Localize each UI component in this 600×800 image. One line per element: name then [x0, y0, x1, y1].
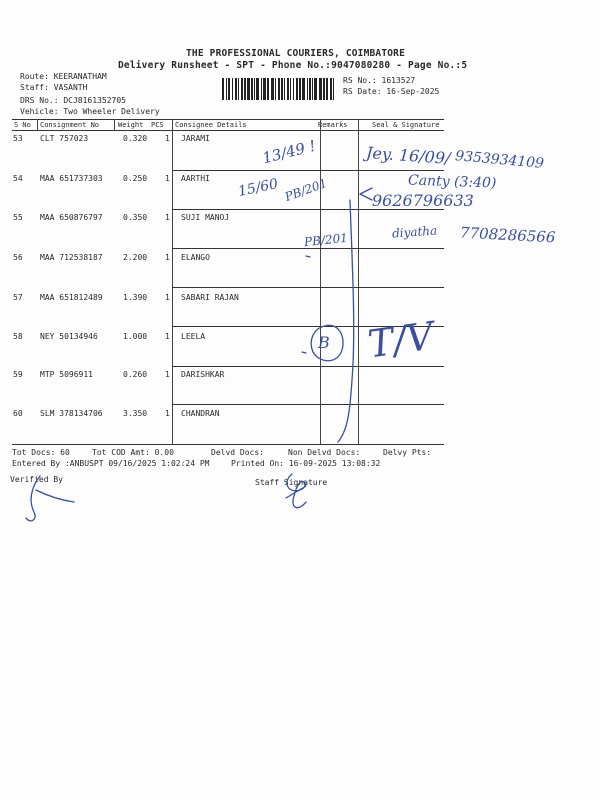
cell-pcs: 1	[165, 370, 170, 379]
cell-weight: 0.350	[123, 213, 148, 222]
barcode-bar	[312, 78, 313, 100]
barcode-bar	[299, 78, 301, 100]
col-header-pcs: PCS	[151, 121, 164, 129]
barcode-bar	[241, 78, 243, 100]
barcode-bar	[281, 78, 283, 100]
handwritten-phone: 7708286566	[459, 223, 556, 247]
dash-mark	[302, 352, 306, 353]
cell-consignment: MAA 712538187	[40, 253, 103, 262]
barcode-bar	[271, 78, 274, 100]
col-divider	[320, 119, 321, 444]
col-header-remarks: Remarks	[318, 121, 348, 129]
cell-sno: 59	[13, 370, 23, 379]
cell-consignment: CLT 757023	[40, 134, 89, 143]
cell-pcs: 1	[165, 253, 170, 262]
row-divider	[172, 170, 444, 171]
barcode-bar	[326, 78, 328, 100]
barcode-bar	[267, 78, 269, 100]
barcode-bar	[309, 78, 311, 100]
handwritten-signature: diyatha	[391, 223, 438, 241]
row-divider	[172, 366, 444, 367]
cell-consignment: MTP 5096911	[40, 370, 93, 379]
barcode-bar	[333, 78, 334, 100]
total-docs: Tot Docs: 60	[12, 448, 70, 457]
barcode-bar	[302, 78, 305, 100]
barcode-bar	[222, 78, 224, 100]
non-delivered-docs: Non Delvd Docs:	[288, 448, 361, 457]
cell-sno: 56	[13, 253, 23, 262]
runsheet-subtitle: Delivery Runsheet - SPT - Phone No.:9047080280 - Page No.:5	[118, 60, 468, 71]
cell-weight: 0.260	[123, 370, 148, 379]
entered-by: Entered By :ANBUSPT 09/16/2025 1:02:24 PM	[12, 459, 210, 468]
cell-pcs: 1	[165, 213, 170, 222]
dash-mark	[306, 256, 310, 257]
cell-sno: 55	[13, 213, 23, 222]
table-bottom-border	[12, 444, 444, 445]
cell-consignee: LEELA	[181, 332, 206, 341]
cell-consignment: MAA 650876797	[40, 213, 103, 222]
barcode-bar	[278, 78, 280, 100]
arrow-stroke	[360, 188, 372, 200]
col-divider	[114, 119, 115, 131]
handwritten-remark: 13/49 !	[260, 136, 318, 168]
delivery-points: Delvy Pts:	[383, 448, 432, 457]
handwritten-mark: T/V	[365, 313, 437, 367]
col-header-consignment: Consignment No	[40, 121, 100, 129]
cell-consignee: SUJI MANOJ	[181, 213, 230, 222]
row-divider	[172, 287, 444, 288]
barcode-bar	[323, 78, 325, 100]
cell-consignee: ELANGO	[181, 253, 210, 262]
cell-consignment: SLM 378134706	[40, 409, 103, 418]
handwritten-signature: Canty (3:40)	[407, 172, 497, 192]
col-divider	[358, 119, 359, 444]
col-divider	[37, 119, 38, 131]
barcode-bar	[293, 78, 294, 100]
verified-by-label: Verified By	[10, 475, 63, 484]
handwritten-remark: 15/60	[236, 175, 280, 201]
cell-weight: 3.350	[123, 409, 148, 418]
barcode-bar	[247, 78, 250, 100]
handwritten-phone: 9353934109	[454, 148, 545, 172]
barcode-bar	[226, 78, 227, 100]
cell-pcs: 1	[165, 174, 170, 183]
handwritten-signature: Jey. 16/09/	[365, 143, 452, 168]
cell-consignee: DARISHKAR	[181, 370, 225, 379]
cell-consignee: AARTHI	[181, 174, 210, 183]
handwritten-remark: PB/201	[303, 230, 349, 250]
cell-sno: 53	[13, 134, 23, 143]
col-divider	[172, 119, 173, 444]
row-divider	[172, 404, 444, 405]
barcode-bar	[290, 78, 291, 100]
total-cod: Tot COD Amt: 0.00	[92, 448, 174, 457]
cell-pcs: 1	[165, 332, 170, 341]
barcode-image	[222, 78, 334, 100]
cell-pcs: 1	[165, 409, 170, 418]
barcode-bar	[296, 78, 298, 100]
cell-consignment: NEY 50134946	[40, 332, 98, 341]
barcode-bar	[319, 78, 322, 100]
cell-sno: 57	[13, 293, 23, 302]
cell-consignee: JARAMI	[181, 134, 210, 143]
cell-sno: 54	[13, 174, 23, 183]
delivered-docs: Delvd Docs:	[211, 448, 264, 457]
rs-number: RS No.: 1613527	[343, 76, 416, 85]
barcode-bar	[244, 78, 246, 100]
company-title: THE PROFESSIONAL COURIERS, COIMBATORE	[186, 48, 406, 59]
barcode-bar	[251, 78, 253, 100]
barcode-bar	[275, 78, 276, 100]
barcode-bar	[307, 78, 308, 100]
handwritten-code: PB/201	[282, 175, 329, 205]
cell-weight: 1.000	[123, 332, 148, 341]
barcode-bar	[235, 78, 237, 100]
cell-consignment: MAA 651812489	[40, 293, 103, 302]
cell-weight: 2.200	[123, 253, 148, 262]
col-header-sno: S No	[14, 121, 31, 129]
vehicle-label: Vehicle: Two Wheeler Delivery	[20, 107, 160, 116]
barcode-bar	[232, 78, 233, 100]
col-header-seal: Seal & Signature	[372, 121, 440, 129]
handwritten-mark: B	[318, 333, 330, 352]
cell-weight: 0.320	[123, 134, 148, 143]
barcode-bar	[263, 78, 266, 100]
barcode-bar	[284, 78, 285, 100]
cell-weight: 1.390	[123, 293, 148, 302]
barcode-bar	[314, 78, 317, 100]
cell-sno: 58	[13, 332, 23, 341]
route-label: Route: KEERANATHAM	[20, 72, 107, 81]
col-header-weight: Weight	[118, 121, 144, 129]
rs-date: RS Date: 16-Sep-2025	[343, 87, 440, 96]
table-header-border	[12, 130, 444, 131]
handwritten-phone: 9626796633	[372, 191, 474, 210]
cell-sno: 60	[13, 409, 23, 418]
col-header-consignee: Consignee Details	[175, 121, 247, 129]
barcode-bar	[287, 78, 289, 100]
cell-consignee: CHANDRAN	[181, 409, 220, 418]
cell-weight: 0.250	[123, 174, 148, 183]
cell-pcs: 1	[165, 293, 170, 302]
barcode-bar	[330, 78, 332, 100]
barcode-bar	[228, 78, 230, 100]
barcode-bar	[254, 78, 255, 100]
staff-label: Staff: VASANTH	[20, 83, 88, 92]
cell-consignment: MAA 651737303	[40, 174, 103, 183]
cell-consignee: SABARI RAJAN	[181, 293, 239, 302]
drs-number: DRS No.: DCJ8161352705	[20, 96, 126, 105]
staff-signature-label: Staff Signature	[255, 478, 328, 487]
table-top-border	[12, 119, 444, 120]
cell-pcs: 1	[165, 134, 170, 143]
barcode-bar	[261, 78, 262, 100]
barcode-bar	[238, 78, 239, 100]
printed-on: Printed On: 16-09-2025 13:08:32	[231, 459, 381, 468]
barcode-bar	[256, 78, 259, 100]
